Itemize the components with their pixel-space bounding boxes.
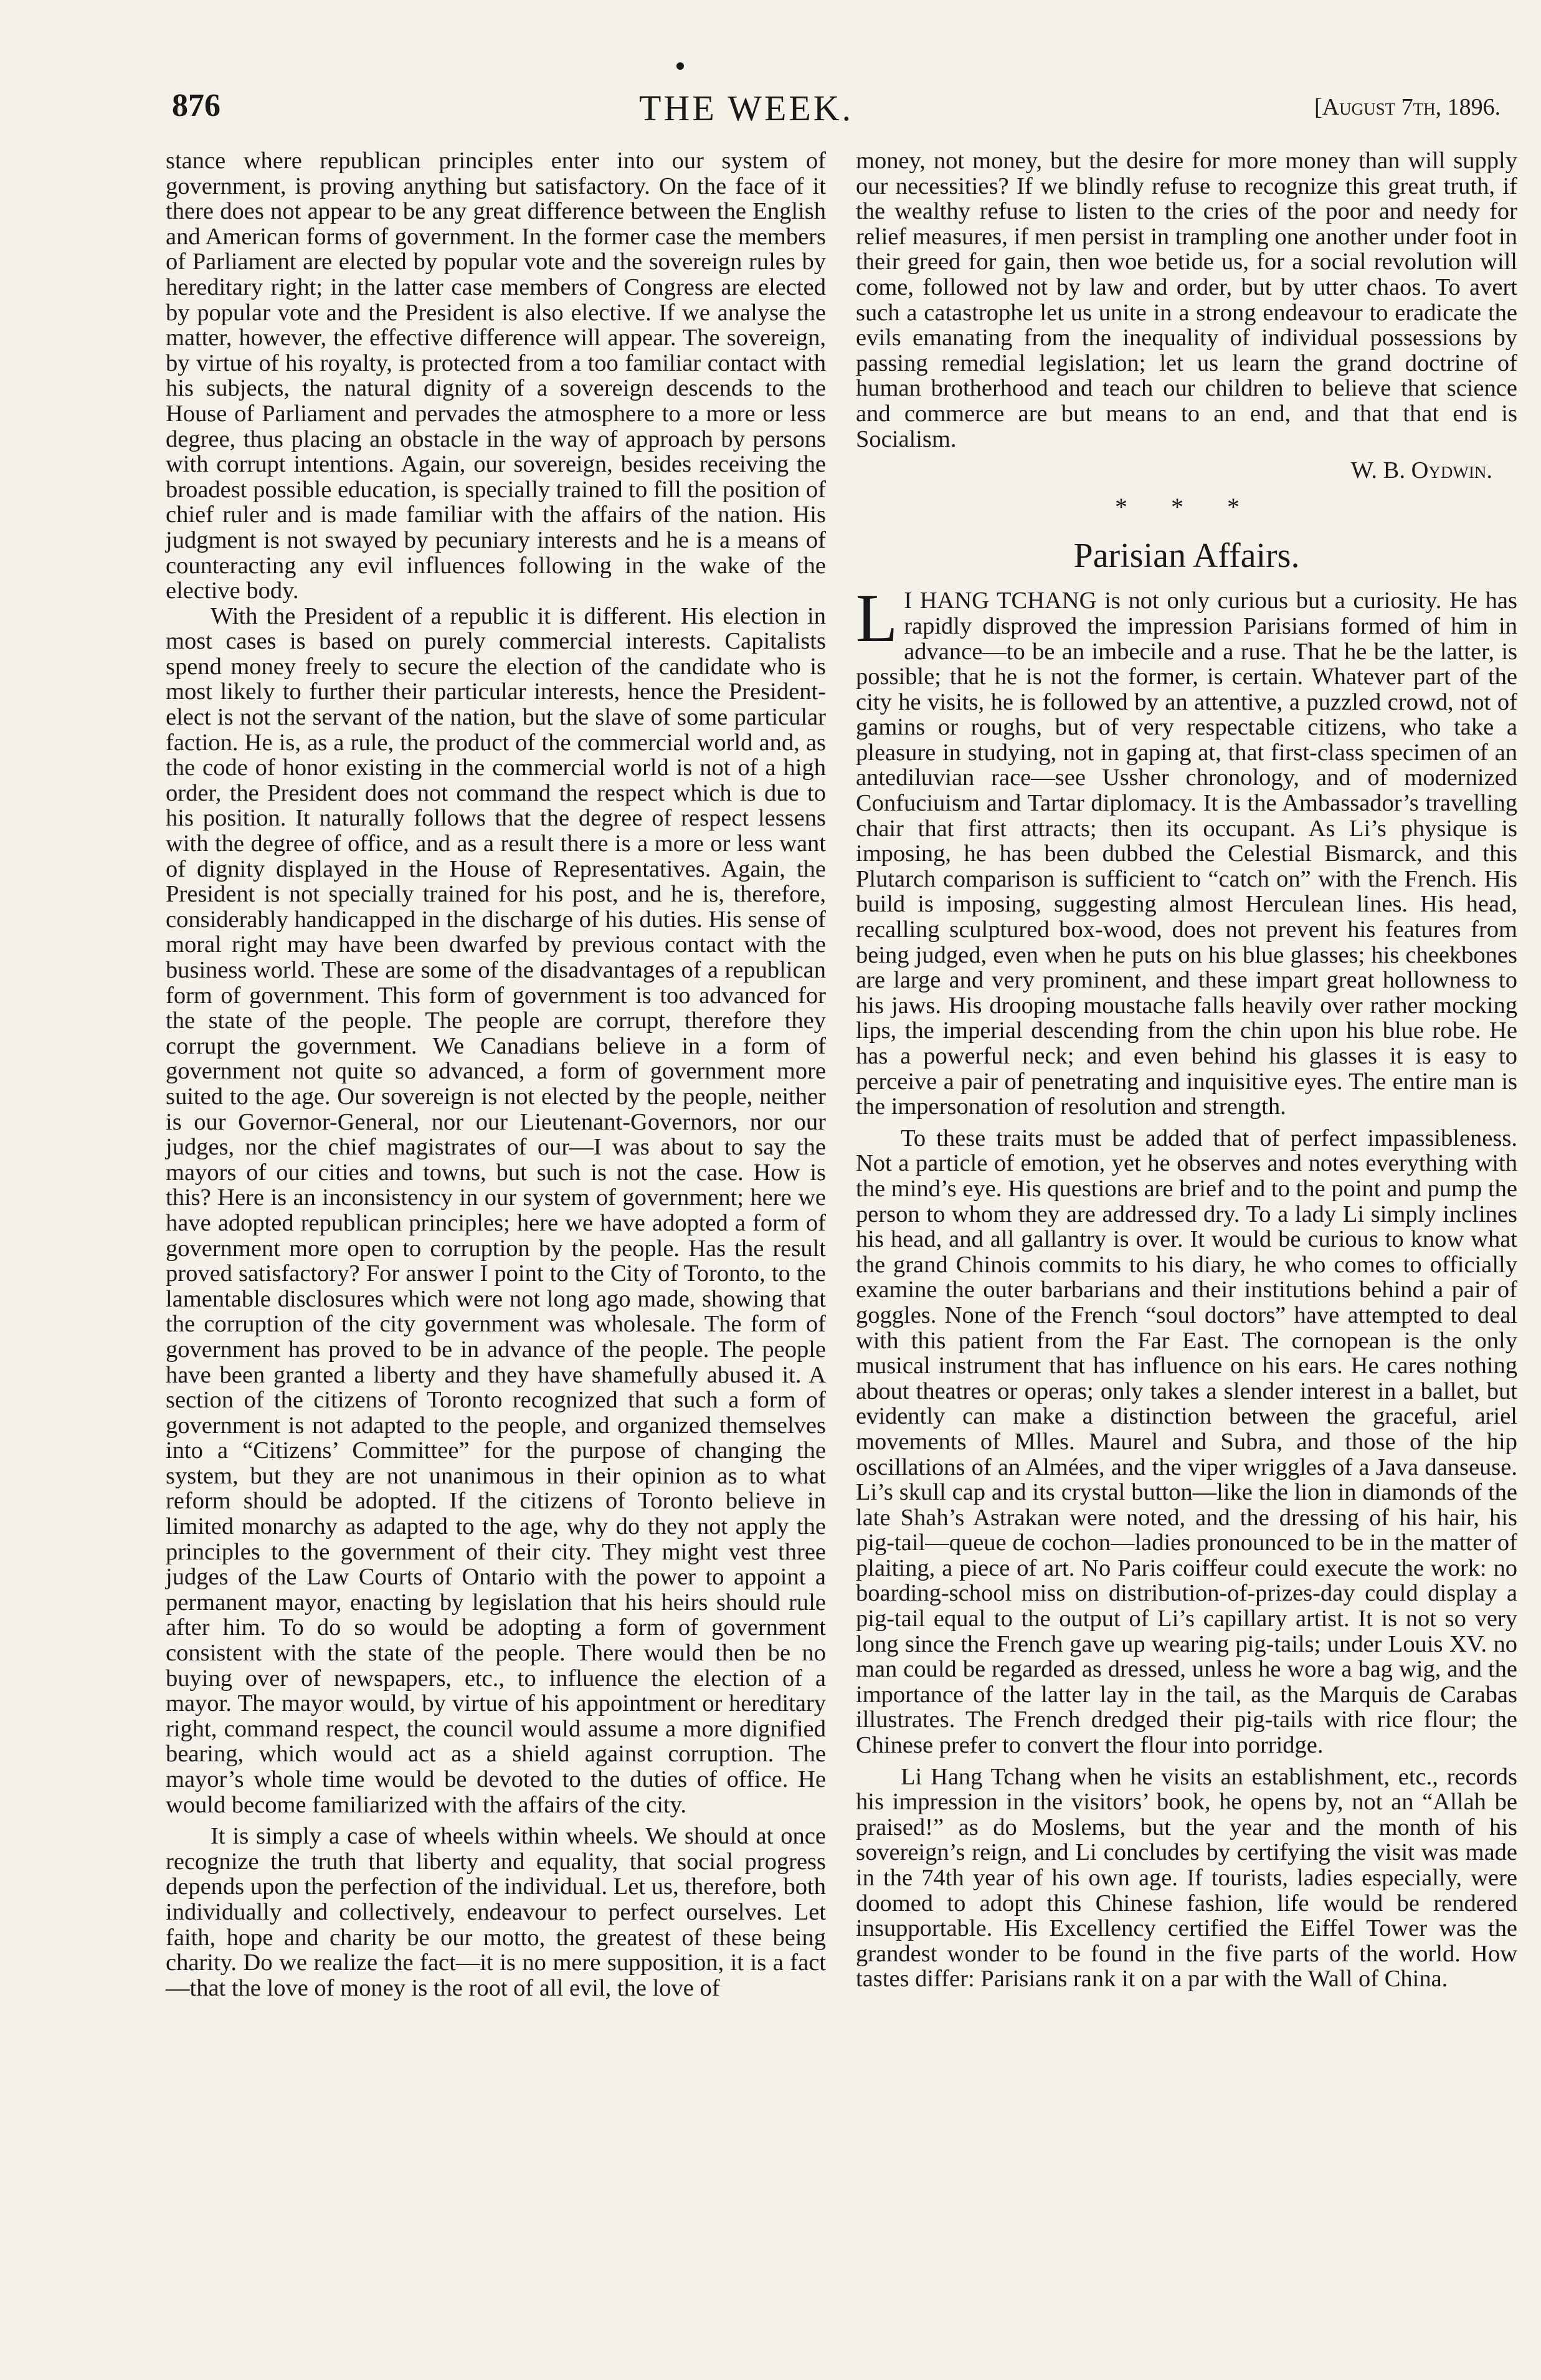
lead-words: I HANG TCHANG xyxy=(904,588,1097,614)
author-signature: W. B. Oydwin. xyxy=(1350,457,1492,484)
right-column xyxy=(856,148,1517,1992)
masthead: THE WEEK. xyxy=(639,88,854,128)
left-paragraph-2: With the President of a republic it is different. His election in most cases is based on purely commercial interests. Capitalists spend money freely to secure the election of the candidate who is most likely to further their particular interests, hence the President-elect is not the servant of the nation, but the slave of some particular faction. He is, as a rule, the product of the commercial world and, as the code of honor existing in the commercial world is not of a high order, the President does not command the respect which is due to his position. It naturally follows that the degree of respect lessens with the degree of office, and as a result there is a more or less want of dignity displayed in the House of Representatives. Again, the President is not specially trained for his post, and he is, therefore, considerably handicapped in the discharge of his duties. His sense of moral right may have been dwarfed by previous contact with the business world. These are some of the disadvantages of a republican form of government. This form of government is too advanced for the state of the people. The people are corrupt, therefore they corrupt the government. We Canadians believe in a form of government not quite so advanced, a form of government more suited to the age. Our sovereign is not elected by the people, neither is our Governor-General, nor our Lieutenant-Governors, nor our judges, nor the chief magistrates of our—I was about to say the mayors of our cities and towns, but such is not the case. How is this? Here is an inconsistency in our system of government; here we have adopted republican principles; here we have adopted a form of government more open to corruption by the people. Has the result proved satisfactory? For answer I point to the City of Toronto, to the lamentable disclosures which were not long ago made, showing that the corruption of the city government was wholesale. The form of government has proved to be in advance of the people. The people have been granted a liberty and they have shamefully abused it. A section of the citizens of Toronto recognized that such a form of government is not adapted to the people, and organized themselves into a “Citizens’ Committee” for the purpose of changing the system, but they are not unanimous in their opinion as to what reform should be adopted. If the citizens of Toronto believe in limited monarchy as adapted to the age, why do they not apply the principles to the government of their city. They might vest three judges of the Law Courts of Ontario with the power to appoint a permanent mayor, enacting by legislation that his heirs should rule after him. To do so would be adopting a form of government consistent with the state of the people. There would then be no buying over of newspapers, etc., to influence the election of a mayor. The mayor would, by virtue of his appointment or hereditary right, command respect, the council would assume a more dignified bearing, which would act as a shield against corruption. The mayor’s whole time would be devoted to the duties of office. He would become familiarized with the affairs of the city. xyxy=(166,602,826,1818)
drop-cap: L xyxy=(856,580,898,657)
page-header xyxy=(0,87,1541,137)
issue-date: [August 7th, 1896. xyxy=(1314,94,1501,120)
ink-dot xyxy=(676,62,684,70)
article-lead-paragraph xyxy=(856,580,1518,1120)
right-paragraph-4: Li Hang Tchang when he visits an establishment, etc., records his impression in the visitors’ book, he opens by, not an “Allah be praised!” as do Moslems, but the year and the month of his sovereign’s reign, and Li concludes by certifying the visit was made in the 74th year of his own age. If tourists, ladies especially, were doomed to adopt this Chinese fashion, life would be rendered insupportable. His Excellency certified the Eiffel Tower was the grandest wonder to be found in the five parts of the world. How tastes differ: Parisians rank it on a par with the Wall of China. xyxy=(856,1763,1517,1992)
left-paragraph-3: It is simply a case of wheels within wheels. We should at once recognize the truth that liberty and equality, that social progress depends upon the perfection of the individual. Let us, therefore, both individually and collectively, endeavour to perfect ourselves. Let faith, hope and charity be our motto, the greatest of these being charity. Do we realize the fact—it is no mere supposition, it is a fact—that the love of money is the root of all evil, the love of xyxy=(166,1823,826,2001)
lead-paragraph-text: is not only curious but a curiosity. He has rapidly disproved the impression Parisians formed of him in advance—to be an imbecile and a ruse. That he be the latter, is possible; that he is not the former, is certain. Whatever part of the city he visits, he is followed by an attentive, a puzzled crowd, not of gamins or roughs, but of very respectable citizens, who take a pleasure in studying, not in gaping at, that first-class specimen of an antediluvian race—see Ussher chronology, and of modernized Confuciuism and Tartar diplomacy. It is the Ambassador’s travelling chair that first attracts; then its occupant. As Li’s physique is imposing, he has been dubbed the Celestial Bismarck, and this Plutarch comparison is sufficient to “catch on” with the French. His build is imposing, suggesting almost Herculean lines. His head, recalling sculptured box-wood, does not prevent his features from being judged, even when he puts on his blue glasses; his cheekbones are large and very prominent, and these impart great hollowness to his jaws. His drooping moustache falls heavily over rather mocking lips, the imperial descending from the chin upon his blue robe. He has a powerful neck; and even behind his glasses it is easy to perceive a pair of penetrating and inquisitive eyes. The entire man is the impersonation of resolution and strength. xyxy=(856,588,1518,1120)
page-number: 876 xyxy=(172,88,220,123)
section-divider: * * * xyxy=(1115,492,1258,521)
right-paragraph-3: To these traits must be added that of perfect impassibleness. Not a particle of emotion, yet he observes and notes everything with the mind’s eye. His questions are brief and to the point and pump the person to whom they are addressed dry. To a lady Li simply inclines his head, and all gallantry is over. It would be curious to know what the grand Chinois commits to his diary, he who comes to officially examine the outer barbarians and their institutions behind a pair of goggles. None of the French “soul doctors” have attempted to deal with this patient from the Far East. The cornopean is the only musical instrument that has influence on his ears. He cares nothing about theatres or operas; only takes a slender interest in a ballet, but evidently can make a distinction between the graceful, ariel movements of Mlles. Maurel and Subra, and those of the hip oscillations of an Almées, and the viper wriggles of a Java danseuse. Li’s skull cap and its crystal button—like the lion in diamonds of the late Shah’s Astrakan were noted, and the dressing of his hair, his pig-tail—queue de cochon—ladies pronounced to be in the matter of plaiting, a piece of art. No Paris coiffeur could execute the work: no boarding-school miss on distribution-of-prizes-day could display a pig-tail equal to the output of Li’s capillary artist. It is not so very long since the French gave up wearing pig-tails; under Louis XV. no man could be regarded as dressed, unless he wore a bag wig, and the importance of the latter lay in the tail, as the Marquis de Carabas illustrates. The French dredged their pig-tails with rice flour; the Chinese prefer to convert the flour into porridge. xyxy=(856,1125,1517,1759)
section-title: Parisian Affairs. xyxy=(1073,536,1300,576)
right-paragraph-1: money, not money, but the desire for more money than will supply our necessities? If we blindly refuse to recognize this great truth, if the wealthy refuse to listen to the cries of the poor and needy for relief measures, if men persist in trampling one another under foot in their greed for gain, then woe betide us, for a social revolution will come, followed not by law and order, but by utter chaos. To avert such a catastrophe let us unite in a strong endeavour to eradicate the evils emanating from the inequality of individual possessions by passing remedial legislation; let us learn the grand doctrine of human brotherhood and teach our children to believe that science and commerce are but means to an end, and that that end is Socialism. xyxy=(856,148,1517,452)
left-paragraph-1: stance where republican principles enter into our system of government, is proving anything but satisfactory. On the face of it there does not appear to be any great difference between the English and American forms of government. In the former case the members of Parliament are elected by popular vote and the sovereign rules by hereditary right; in the latter case members of Congress are elected by popular vote and the President is also elective. If we analyse the matter, however, the effective difference will appear. The sovereign, by virtue of his royalty, is protected from a too familiar contact with his subjects, the natural dignity of a sovereign descends to the House of Parliament and pervades the atmosphere to a more or less degree, thus placing an obstacle in the way of approach by persons with corrupt intentions. Again, our sovereign, besides receiving the broadest possible education, is specially trained to fill the position of chief ruler and is made familiar with the affairs of the nation. His judgment is not swayed by pecuniary interests and he is a means of counteracting any evil influences following in the wake of the elective body. xyxy=(166,148,826,604)
left-column xyxy=(166,148,826,2001)
